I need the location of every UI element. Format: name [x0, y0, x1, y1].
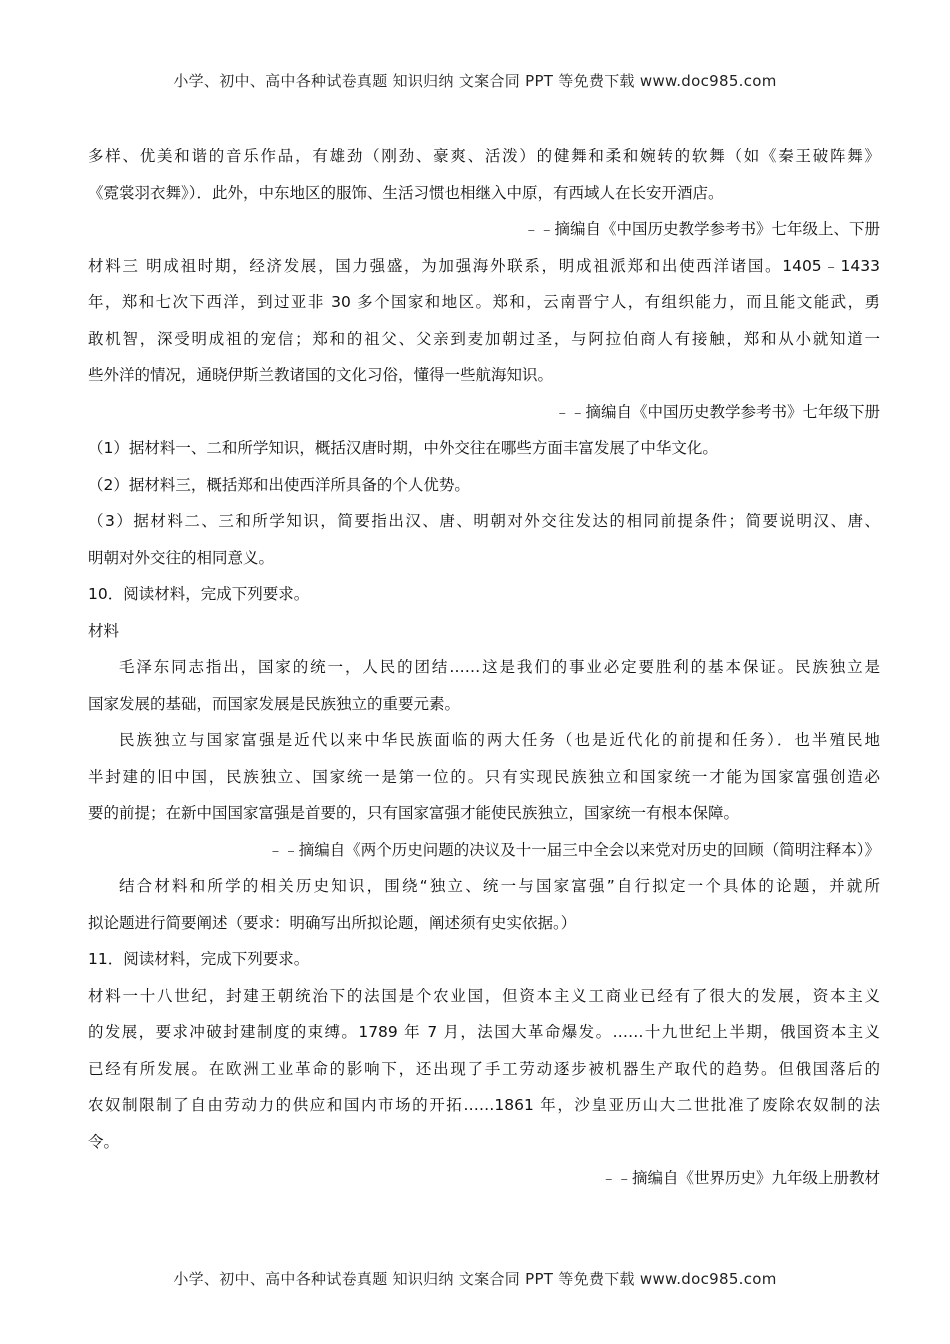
text-line: 令。 [88, 1132, 120, 1151]
text-line: 的发展，要求冲破封建制度的束缚。1789 年 7 月，法国大革命爆发。……十九世纪上半期，俄国资本主义 [88, 1023, 880, 1041]
text-line: 多样、优美和谐的音乐作品，有雄劲（刚劲、豪爽、活泼）的健舞和柔和婉转的软舞（如《秦王破阵舞》 [88, 147, 880, 165]
text-line: 些外洋的情况，通晓伊斯兰教诸国的文化习俗，懂得一些航海知识。 [88, 366, 554, 384]
text-line: 半封建的旧中国，民族独立、国家统一是第一位的。只有实现民族独立和国家统一才能为国家富强创造必 [88, 767, 880, 786]
material-label: 材料 [88, 621, 120, 640]
text-line: 已经有所发展。在欧洲工业革命的影响下，还出现了手工劳动逐步被机器生产取代的趋势。但俄国落后的 [88, 1059, 880, 1078]
question-heading: 11．阅读材料，完成下列要求。 [88, 950, 310, 968]
question-item: （1）据材料一、二和所学知识，概括汉唐时期，中外交往在哪些方面丰富发展了中华文化。 [88, 439, 718, 457]
source-citation: ﹣﹣摘编自《世界历史》九年级上册教材 [600, 1169, 880, 1187]
text-line: 《霓裳羽衣舞》）．此外，中东地区的服饰、生活习惯也相继入中原，有西域人在长安开酒店。 [88, 183, 724, 202]
text-line: 要的前提；在新中国国家富强是首要的，只有国家富强才能使民族独立，国家统一有根本保障。 [88, 804, 740, 822]
page-header: 小学、初中、高中各种试卷真题 知识归纳 文案合同 PPT 等免费下载 www.doc985.com [173, 72, 777, 90]
question-heading: 10．阅读材料，完成下列要求。 [88, 585, 310, 603]
text-line: 明朝对外交往的相同意义。 [88, 548, 275, 567]
text-line: 结合材料和所学的相关历史知识，围绕“独立、统一与国家富强”自行拟定一个具体的论题，并就所 [119, 877, 880, 895]
source-citation: ﹣﹣摘编自《中国历史教学参考书》七年级上、下册 [523, 220, 880, 238]
question-item: （3）据材料二、三和所学知识，简要指出汉、唐、明朝对外交往发达的相同前提条件；简要说明汉、唐、 [88, 512, 880, 530]
text-line: 敢机智，深受明成祖的宠信；郑和的祖父、父亲到麦加朝过圣，与阿拉伯商人有接触，郑和从小就知道一 [88, 329, 880, 348]
source-citation: ﹣﹣摘编自《中国历史教学参考书》七年级下册 [554, 402, 880, 421]
text-line: 农奴制限制了自由劳动力的供应和国内市场的开拓……1861 年，沙皇亚历山大二世批准了废除农奴制的法 [88, 1096, 880, 1114]
text-line: 材料三 明成祖时期，经济发展，国力强盛，为加强海外联系，明成祖派郑和出使西洋诸国。1405﹣1433 [88, 256, 880, 275]
document-body [88, 138, 880, 1197]
question-item: （2）据材料三，概括郑和出使西洋所具备的个人优势。 [88, 475, 470, 494]
text-line: 年，郑和七次下西洋，到过亚非 30 多个国家和地区。郑和，云南晋宁人，有组织能力，而且能文能武，勇 [88, 293, 880, 311]
source-citation: ﹣﹣摘编自《两个历史问题的决议及十一届三中全会以来党对历史的回顾（简明注释本）》 [267, 840, 880, 859]
text-line: 材料一十八世纪，封建王朝统治下的法国是个农业国，但资本主义工商业已经有了很大的发展，资本主义 [88, 986, 880, 1005]
text-line: 国家发展的基础，而国家发展是民族独立的重要元素。 [88, 694, 461, 713]
page-footer: 小学、初中、高中各种试卷真题 知识归纳 文案合同 PPT 等免费下载 www.doc985.com [173, 1270, 777, 1288]
text-line: 毛泽东同志指出，国家的统一，人民的团结……这是我们的事业必定要胜利的基本保证。民族独立是 [119, 658, 880, 676]
text-line: 拟论题进行简要阐述（要求：明确写出所拟论题，阐述须有史实依据。） [88, 913, 577, 932]
text-line: 民族独立与国家富强是近代以来中华民族面临的两大任务（也是近代化的前提和任务）．也半殖民地 [119, 731, 880, 749]
